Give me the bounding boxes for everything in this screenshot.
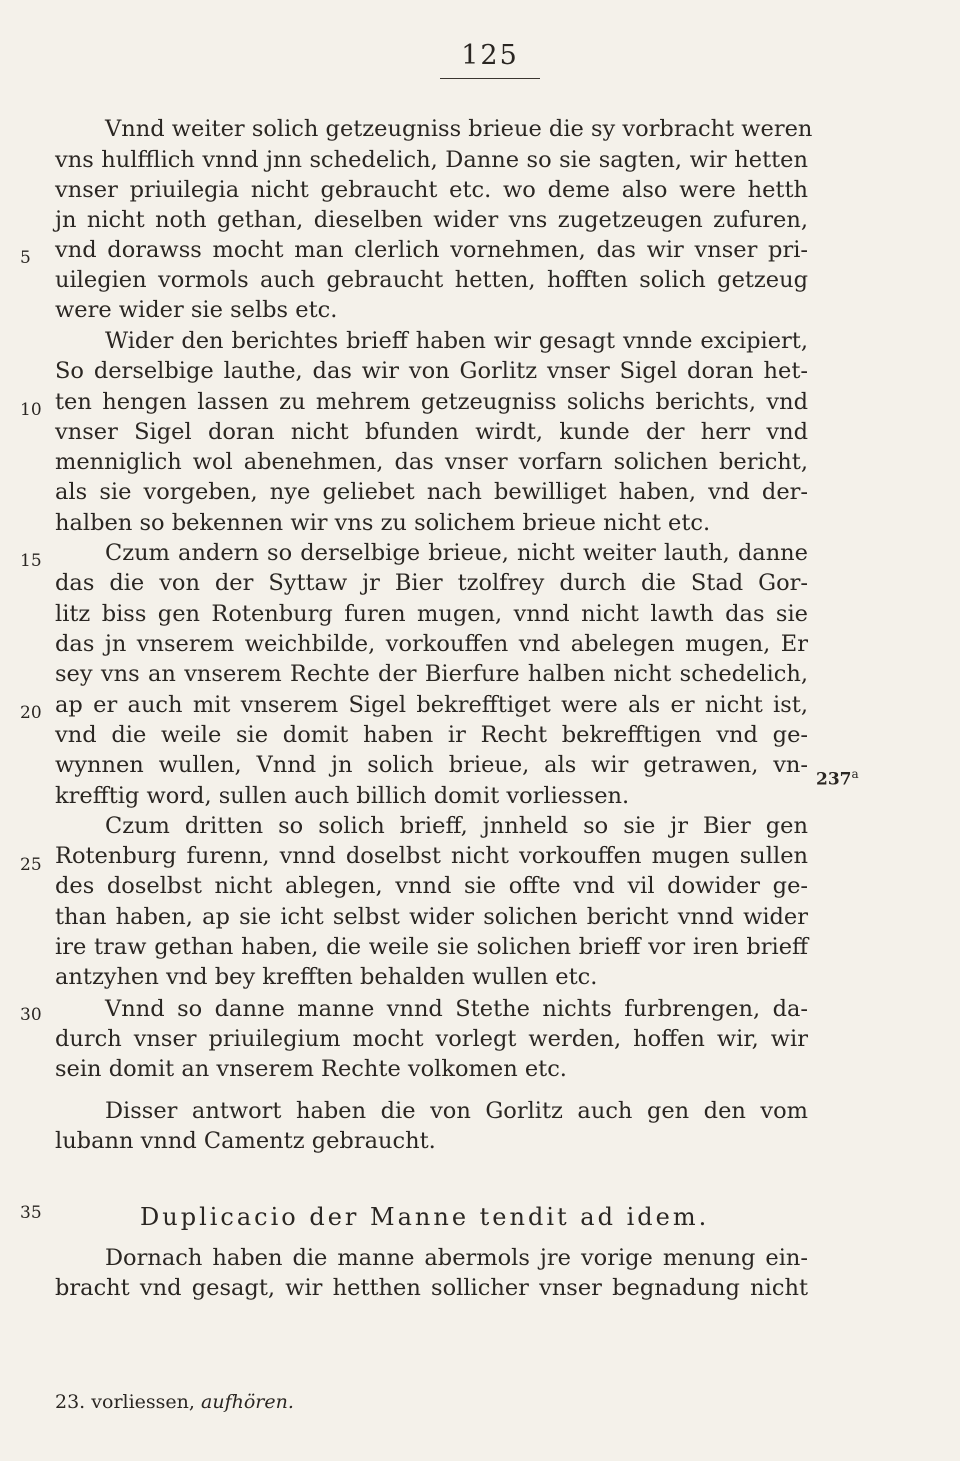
text-line: were wider sie selbs etc. [55,297,338,323]
line-number-5: 5 [20,248,31,268]
text-line: das jn vnserem weichbilde, vorkouffen vnd abelegen mugen, Er [55,631,808,657]
text-line: vns hulfflich vnnd jnn schedelich, Danne so sie sagten, wir hetten [55,147,808,173]
text-line: Disser antwort haben die von Gorlitz auch gen den vom [105,1098,808,1124]
text-line: So derselbige lauthe, das wir von Gorlitz vnser Sigel doran het- [55,358,808,384]
text-line: lubann vnnd Camentz gebraucht. [55,1128,436,1154]
text-line: Rotenburg furenn, vnnd doselbst nicht vorkouffen mugen sullen [55,843,808,869]
text-line: krefftig word, sullen auch billich domit vorliessen. [55,783,630,809]
footnote-ref: 23. [55,1391,86,1413]
text-line: halben so bekennen wir vns zu solichem brieue nicht etc. [55,510,711,536]
line-number-10: 10 [20,400,42,420]
text-line: ten hengen lassen zu mehrem getzeugniss solichs berichts, vnd [55,389,808,415]
text-line: jn nicht noth gethan, dieselben wider vns zugetzeugen zufuren, [55,207,808,233]
text-line: als sie vorgeben, nye geliebet nach bewilliget haben, vnd der- [55,479,808,505]
text-line: des doselbst nicht ablegen, vnnd sie offte vnd vil dowider ge- [55,873,808,899]
text-line: Vnnd so danne manne vnnd Stethe nichts furbrengen, da- [105,996,808,1022]
text-line: ire traw gethan haben, die weile sie solichen brieff vor iren brieff [55,934,808,960]
section-heading: Duplicacio der Manne tendit ad idem. [140,1203,710,1231]
page-number-rule [440,78,540,79]
line-number-30: 30 [20,1005,42,1025]
footnote-gloss: aufhören. [201,1391,294,1413]
text-line: antzyhen vnd bey krefften behalden wullen etc. [55,964,598,990]
text-line: bracht vnd gesagt, wir hetthen sollicher vnser begnadung nicht [55,1275,808,1301]
line-number-15: 15 [20,551,42,571]
line-number-20: 20 [20,703,42,723]
text-line: Czum andern so derselbige brieue, nicht weiter lauth, danne [105,540,808,566]
text-line: vnd dorawss mocht man clerlich vornehmen, das wir vnser pri- [55,237,808,263]
text-line: vnd die weile sie domit haben ir Recht bekrefftigen vnd ge- [55,722,808,748]
text-line: sein domit an vnserem Rechte volkomen etc. [55,1056,567,1082]
text-line: vnser priuilegia nicht gebraucht etc. wo deme also were hetth [55,177,808,203]
text-line: sey vns an vnserem Rechte der Bierfure halben nicht schedelich, [55,661,808,687]
margin-reference-number: 237 [816,769,852,790]
text-line: Czum dritten so solich brieff, jnnheld so sie jr Bier gen [105,813,808,839]
text-line: uilegien vormols auch gebraucht hetten, hofften solich getzeug [55,267,808,293]
text-line: litz biss gen Rotenburg furen mugen, vnnd nicht lawth das sie [55,601,808,627]
text-line: Wider den berichtes brieff haben wir gesagt vnnde excipiert, [105,328,808,354]
text-line: wynnen wullen, Vnnd jn solich brieue, als wir getrawen, vn- [55,752,808,778]
text-line: Vnnd weiter solich getzeugniss brieue die sy vorbracht weren [105,116,813,142]
text-line: Dornach haben die manne abermols jre vorige menung ein- [105,1245,808,1271]
line-number-25: 25 [20,855,42,875]
footnote-word: vorliessen, [91,1391,195,1413]
margin-reference-sup: a [851,767,859,781]
page-number: 125 [461,40,519,71]
text-line: than haben, ap sie icht selbst wider solichen bericht vnnd wider [55,904,808,930]
text-line: durch vnser priuilegium mocht vorlegt werden, hoffen wir, wir [55,1026,808,1052]
text-line: vnser Sigel doran nicht bfunden wirdt, kunde der herr vnd [55,419,808,445]
text-line: menniglich wol abenehmen, das vnser vorfarn solichen bericht, [55,449,808,475]
margin-reference [816,760,859,794]
text-line: ap er auch mit vnserem Sigel bekrefftiget were als er nicht ist, [55,692,808,718]
footnote [55,1390,294,1414]
text-line: das die von der Syttaw jr Bier tzolfrey durch die Stad Gor- [55,570,808,596]
line-number-35: 35 [20,1203,42,1223]
